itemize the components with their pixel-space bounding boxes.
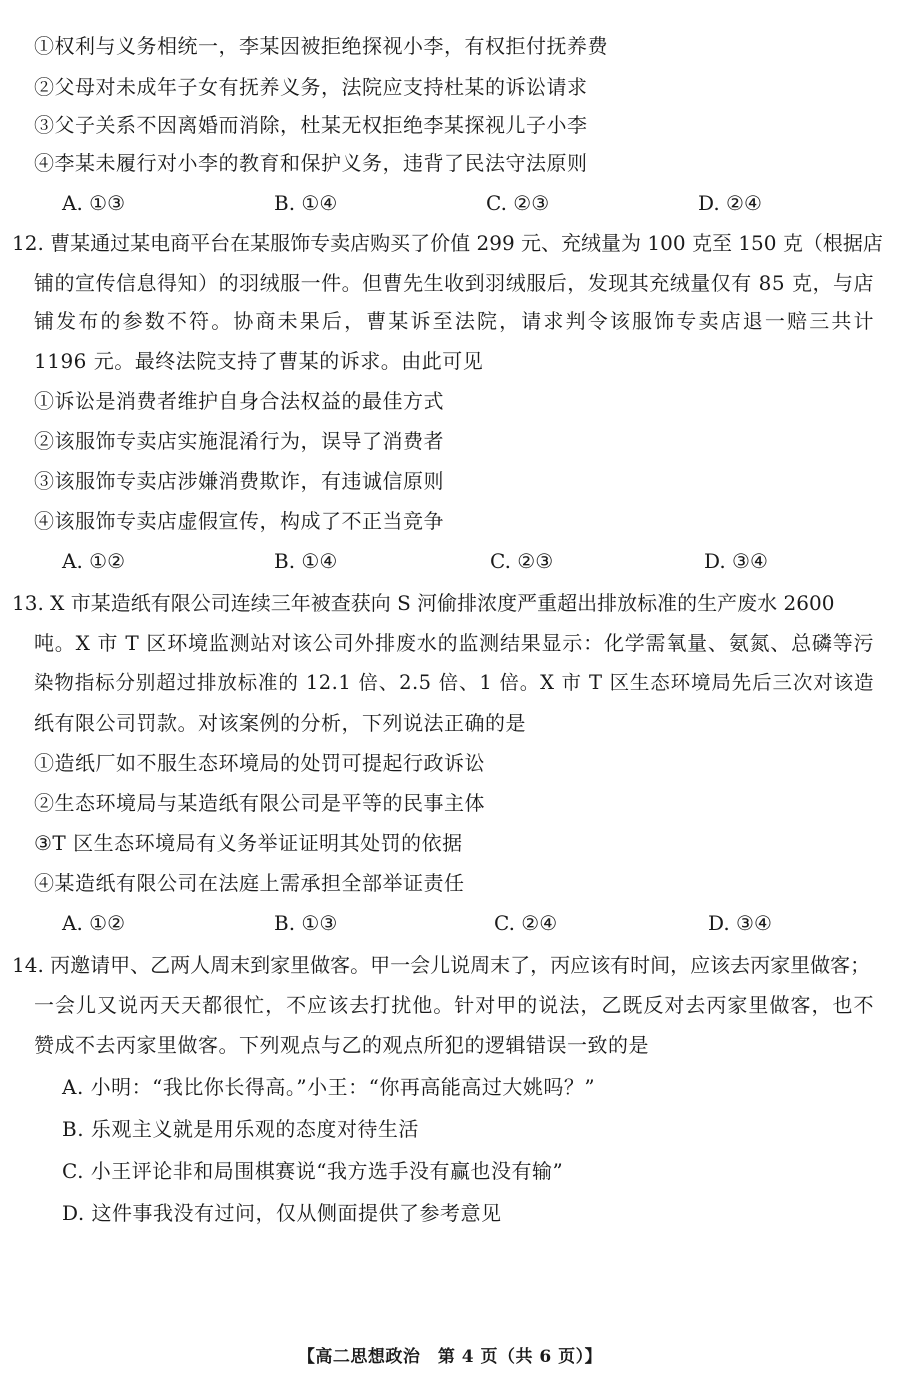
- q11-option-a: A. ①③: [62, 191, 126, 215]
- q13-stem-line-3: 染物指标分别超过排放标准的 12.1 倍、2.5 倍、1 倍。X 市 T 区生态环境局先后三次对该造: [34, 671, 874, 694]
- q12-stem-line-3: 铺发布的参数不符。协商未果后，曹某诉至法院，请求判令该服饰专卖店退一赔三共计: [34, 309, 874, 333]
- q12-statement-1: ①诉讼是消费者维护自身合法权益的最佳方式: [34, 389, 444, 413]
- q11-option-d: D. ②④: [698, 191, 762, 215]
- q12-option-c: C. ②③: [490, 549, 554, 573]
- q11-options: [0, 188, 900, 218]
- q12-option-a: A. ①②: [62, 549, 126, 573]
- q13-statement-2: ②生态环境局与某造纸有限公司是平等的民事主体: [34, 791, 485, 815]
- q13-option-c: C. ②④: [494, 911, 558, 935]
- q11-statement-4: ④李某未履行对小李的教育和保护义务，违背了民法守法原则: [34, 151, 588, 175]
- q13-statement-4: ④某造纸有限公司在法庭上需承担全部举证责任: [34, 871, 465, 895]
- q14-stem-line-3: 赞成不去丙家里做客。下列观点与乙的观点所犯的逻辑错误一致的是: [34, 1033, 649, 1057]
- q11-statement-3: ③父子关系不因离婚而消除，杜某无权拒绝李某探视儿子小李: [34, 113, 588, 137]
- q12-option-d: D. ③④: [704, 549, 768, 573]
- q13-options: [0, 908, 900, 938]
- q14-stem-line-1: 14. 丙邀请甲、乙两人周末到家里做客。甲一会儿说周末了，丙应该有时间，应该去丙家里做客；: [12, 953, 871, 977]
- q12-option-b: B. ①④: [274, 549, 338, 573]
- q12-stem-line-2: 铺的宣传信息得知）的羽绒服一件。但曹先生收到羽绒服后，发现其充绒量仅有 85 克，与店: [34, 271, 874, 295]
- q12-statement-3: ③该服饰专卖店涉嫌消费欺诈，有违诚信原则: [34, 469, 444, 493]
- q13-option-a: A. ①②: [62, 911, 126, 935]
- q11-option-b: B. ①④: [274, 191, 338, 215]
- q14-choice-a: A. 小明：“我比你长得高。”小王：“你再高能高过大姚吗？”: [62, 1075, 596, 1099]
- q12-statement-2: ②该服饰专卖店实施混淆行为，误导了消费者: [34, 429, 444, 453]
- q14-stem-line-2: 一会儿又说丙天天都很忙，不应该去打扰他。针对甲的说法，乙既反对去丙家里做客，也不: [34, 993, 874, 1017]
- q13-stem-line-1: 13. X 市某造纸有限公司连续三年被查获向 S 河偷排浓度严重超出排放标准的生产废水 2600: [12, 591, 835, 615]
- q13-stem-line-2: 吨。X 市 T 区环境监测站对该公司外排废水的监测结果显示：化学需氧量、氨氮、总磷等污: [34, 631, 874, 655]
- q13-statement-1: ①造纸厂如不服生态环境局的处罚可提起行政诉讼: [34, 751, 485, 775]
- q13-stem-line-4: 纸有限公司罚款。对该案例的分析，下列说法正确的是: [34, 711, 526, 735]
- q11-statement-2: ②父母对未成年子女有抚养义务，法院应支持杜某的诉讼请求: [34, 75, 588, 99]
- q14-choice-c: C. 小王评论非和局围棋赛说“我方选手没有赢也没有输”: [62, 1159, 564, 1183]
- q13-option-d: D. ③④: [708, 911, 772, 935]
- q13-statement-3: ③T 区生态环境局有义务举证证明其处罚的依据: [34, 831, 463, 855]
- q14-choice-b: B. 乐观主义就是用乐观的态度对待生活: [62, 1117, 419, 1141]
- q12-stem-line-4: 1196 元。最终法院支持了曹某的诉求。由此可见: [34, 349, 484, 373]
- q12-options: [0, 546, 900, 576]
- q12-statement-4: ④该服饰专卖店虚假宣传，构成了不正当竞争: [34, 509, 444, 533]
- q11-option-c: C. ②③: [486, 191, 550, 215]
- q13-option-b: B. ①③: [274, 911, 338, 935]
- q14-choice-d: D. 这件事我没有过问，仅从侧面提供了参考意见: [62, 1201, 502, 1225]
- page-footer: 【高二思想政治 第 4 页（共 6 页）】: [297, 1347, 603, 1367]
- q11-statement-1: ①权利与义务相统一，李某因被拒绝探视小李，有权拒付抚养费: [34, 34, 608, 58]
- q12-stem-line-1: 12. 曹某通过某电商平台在某服饰专卖店购买了价值 299 元、充绒量为 100 克至 150 克（根据店: [12, 231, 883, 255]
